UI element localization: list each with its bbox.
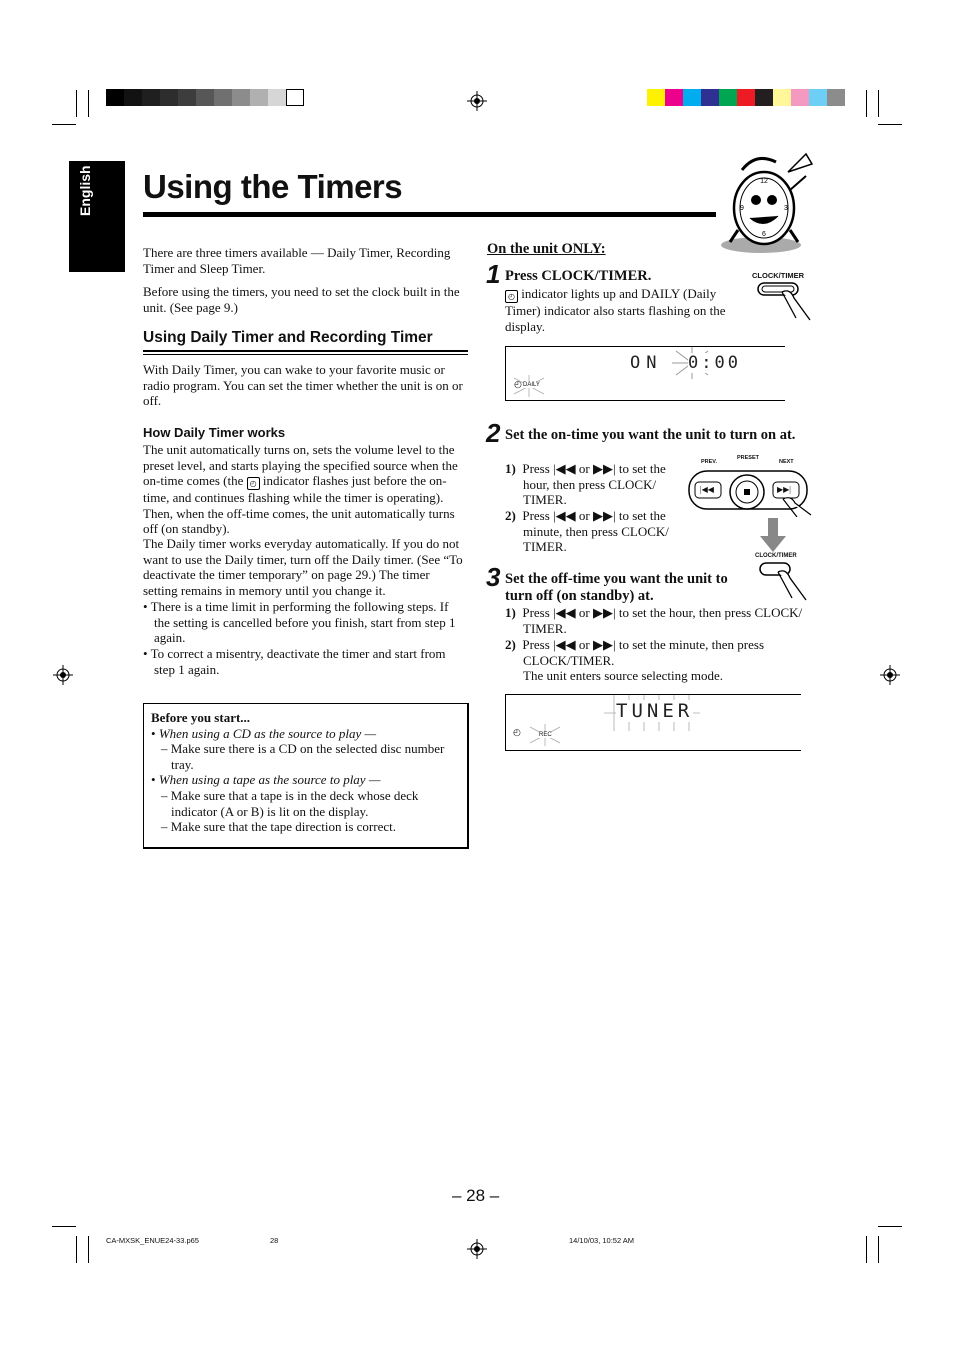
section-paragraph: With Daily Timer, you can wake to your favorite music or radio program. You can set the timer whether the unit is on or off. [143, 362, 463, 409]
crop-mark [88, 1236, 89, 1263]
page-title: Using the Timers [143, 168, 403, 205]
calibration-swatch [791, 89, 809, 106]
prev-icon: |◀◀ [553, 637, 576, 652]
svg-text:9: 9 [740, 205, 744, 212]
step-heading: Set the off-time you want the unit to turn off (on standby) at. [505, 571, 728, 604]
sub-heading: How Daily Timer works [143, 425, 286, 440]
next-icon[interactable]: ▶▶| [777, 485, 791, 494]
language-label: English [77, 165, 93, 216]
box-title: Before you start... [151, 710, 251, 725]
crop-mark [866, 1236, 867, 1263]
section-rule [143, 350, 468, 352]
step-item: 2) Press |◀◀ or ▶▶| to set the minute, then press CLOCK/TIMER. [505, 637, 764, 668]
prev-icon[interactable]: |◀◀ [700, 485, 714, 494]
daily-timer-paragraph: The Daily timer works everyday automatically. If you do not want to use the Daily timer, turn off the Daily timer. (See “To deactivate the timer temporary” on page 29.) The timer setting remains in memory until you change it. [143, 536, 463, 598]
calibration-swatch [809, 89, 827, 106]
timer-indicator-icon: ◴ [514, 379, 522, 389]
step-number: 3 [486, 562, 501, 592]
steps-header: On the unit ONLY: [487, 241, 606, 257]
step-heading: Set the on-time you want the unit to turn on at. [505, 427, 796, 443]
crop-mark [866, 90, 867, 117]
language-tab [69, 161, 125, 272]
button-label: CLOCK/TIMER [755, 553, 797, 559]
step-heading: Press CLOCK/TIMER. [505, 268, 652, 284]
calibration-swatch [268, 89, 286, 106]
calibration-swatch [683, 89, 701, 106]
calibration-swatch [178, 89, 196, 106]
clock-timer-button-icon[interactable] [758, 560, 814, 604]
step-item: 1) Press |◀◀ or ▶▶| to set the hour, then press CLOCK/ TIMER. [505, 605, 803, 636]
svg-text:3: 3 [784, 205, 788, 212]
calibration-swatch [719, 89, 737, 106]
section-heading: Using Daily Timer and Recording Timer [143, 329, 433, 346]
footer-date: 14/10/03, 10:52 AM [569, 1236, 635, 1245]
box-tape-line: • When using a tape as the source to play — [151, 772, 381, 788]
registration-mark-icon [53, 665, 73, 685]
crop-mark [878, 124, 902, 125]
calibration-swatch [250, 89, 268, 106]
lcd-display [505, 694, 801, 751]
next-label: NEXT [779, 459, 794, 465]
alarm-clock-mascot-icon [716, 150, 816, 258]
calibration-swatch [124, 89, 142, 106]
intro-paragraph: There are three timers available — Daily Timer, Recording Timer and Sleep Timer. [143, 245, 451, 276]
crop-mark [878, 1236, 879, 1263]
crop-mark [878, 90, 879, 117]
calibration-swatch [196, 89, 214, 106]
calibration-swatch [665, 89, 683, 106]
prev-icon: |◀◀ [553, 508, 576, 523]
lcd-time-text: 0:00 [688, 353, 741, 373]
footer-file: CA-MXSK_ENUE24-33.p65 [106, 1236, 199, 1245]
clock-timer-button-icon[interactable] [756, 280, 812, 324]
bullet-item: • To correct a misentry, deactivate the timer and start from step 1 again. [143, 646, 446, 677]
rec-indicator: REC [539, 732, 552, 738]
step-body: ◴ indicator lights up and DAILY (Daily Timer) indicator also starts flashing on the display. [505, 286, 726, 334]
registration-mark-icon [880, 665, 900, 685]
lcd-tuner-text: TUNER [616, 700, 694, 722]
calibration-swatch [142, 89, 160, 106]
svg-text:6: 6 [762, 231, 766, 238]
title-rule [143, 212, 716, 217]
calibration-swatch [106, 89, 124, 106]
calibration-swatch [701, 89, 719, 106]
preset-label: PRESET [737, 455, 760, 461]
bullet-item: • There is a time limit in performing the following steps. If the setting is cancelled before you finish, start from step 1 again. [143, 599, 456, 646]
crop-mark [76, 1236, 77, 1263]
lcd-on-text: ON [630, 353, 663, 373]
lcd-display [505, 346, 785, 401]
calibration-swatch [647, 89, 665, 106]
step-item: 1) Press |◀◀ or ▶▶| to set the hour, then press CLOCK/ TIMER. [505, 461, 666, 508]
registration-mark-icon [467, 1239, 487, 1259]
prev-label: PREV. [701, 459, 718, 465]
calibration-swatch [773, 89, 791, 106]
daily-indicator: DAILY [523, 382, 540, 388]
step-note: The unit enters source selecting mode. [523, 668, 723, 683]
box-dash-item: – Make sure there is a CD on the selected disc number tray. [161, 741, 445, 772]
prev-icon: |◀◀ [553, 605, 576, 620]
timer-indicator-icon: ◴ [247, 477, 260, 490]
next-icon: ▶▶| [593, 605, 616, 620]
next-icon: ▶▶| [593, 508, 616, 523]
crop-mark [878, 1226, 902, 1227]
calibration-swatch [827, 89, 845, 106]
crop-mark [52, 1226, 76, 1227]
crop-mark [52, 124, 76, 125]
timer-indicator-icon: ◴ [505, 290, 518, 303]
step-number: 1 [486, 259, 501, 289]
section-rule [143, 354, 468, 355]
registration-mark-icon [467, 91, 487, 111]
box-dash-item: – Make sure that the tape direction is correct. [161, 819, 396, 835]
calibration-swatch [755, 89, 773, 106]
box-dash-item: – Make sure that a tape is in the deck whose deck indicator (A or B) is lit on the display. [161, 787, 419, 819]
box-cd-line: • When using a CD as the source to play — [151, 725, 377, 741]
calibration-swatch [737, 89, 755, 106]
intro-paragraph: Before using the timers, you need to set the clock built in the unit. (See page 9.) [143, 284, 460, 315]
svg-text:12: 12 [760, 178, 768, 185]
calibration-swatch [214, 89, 232, 106]
down-arrow-icon [760, 518, 786, 552]
step-item: 2) Press |◀◀ or ▶▶| to set the minute, then press CLOCK/ TIMER. [505, 508, 669, 555]
calibration-swatch [232, 89, 250, 106]
step-number: 2 [486, 418, 501, 448]
calibration-swatch [286, 89, 304, 106]
crop-mark [88, 90, 89, 117]
how-it-works-paragraph: The unit automatically turns on, sets the volume level to the preset level, and starts playing the specified source when the on-time comes (the ◴ indicator flashes just before the on-time, and continues flashing while the timer is operating). Then, when the off-time comes, the unit automatically turns off (on standby). [143, 442, 458, 537]
page-number: – 28 – [452, 1186, 500, 1205]
button-label: CLOCK/TIMER [752, 271, 805, 280]
timer-indicator-icon: ◴ [513, 727, 521, 737]
footer-page: 28 [270, 1236, 279, 1245]
next-icon: ▶▶| [593, 637, 616, 652]
prev-icon: |◀◀ [553, 461, 576, 476]
crop-mark [76, 90, 77, 117]
next-icon: ▶▶| [593, 461, 616, 476]
before-you-start-box [143, 703, 469, 849]
calibration-swatch [160, 89, 178, 106]
